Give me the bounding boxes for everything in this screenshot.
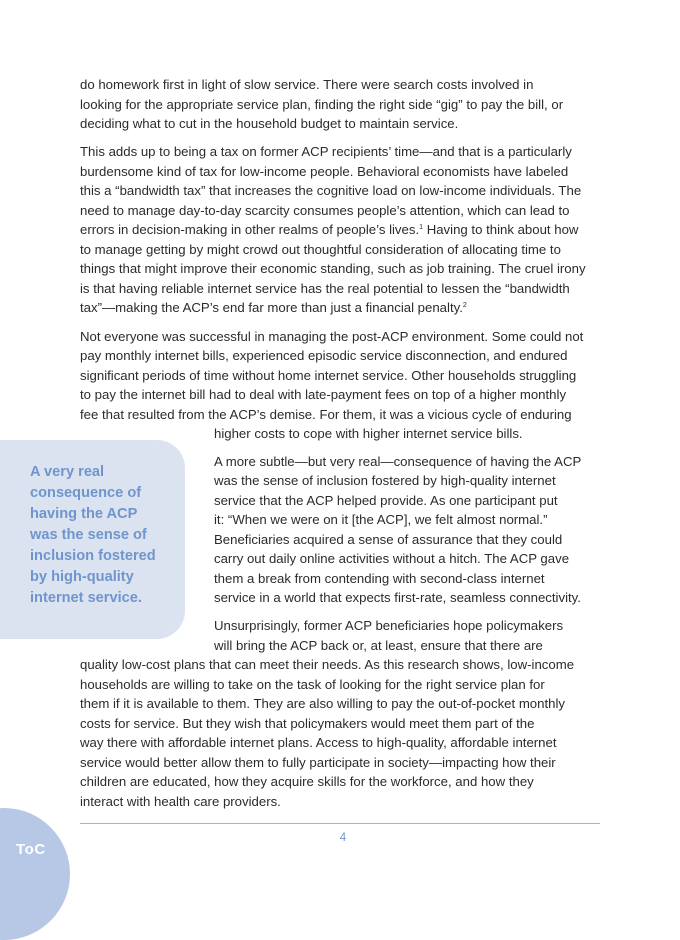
body-text-line: higher costs to cope with higher internet service bills. xyxy=(214,426,523,441)
body-text-line: do homework first in light of slow service. There were search costs involved in xyxy=(80,77,534,92)
body-text-line: things that might improve their economic standing, such as job training. The cruel irony xyxy=(80,261,586,276)
body-text-line: carry out daily online activities without a hitch. The ACP gave xyxy=(214,551,570,566)
body-text-line: households are willing to take on the task of looking for the right service plan for xyxy=(80,677,545,692)
pull-quote-line: by high-quality xyxy=(30,569,134,585)
pull-quote-line: internet service. xyxy=(30,590,142,606)
body-text-line: A more subtle—but very real—consequence of having the ACP xyxy=(214,454,582,469)
pull-quote-line: inclusion fostered xyxy=(30,548,156,564)
body-text-line: them a break from contending with second-class internet xyxy=(214,571,545,586)
body-text-line: was the sense of inclusion fostered by high-quality internet xyxy=(214,473,556,488)
body-text-line: fee that resulted from the ACP’s demise. For them, it was a vicious cycle of enduring xyxy=(80,407,572,422)
body-text-line: to pay the internet bill had to deal with late-payment fees on top of a higher monthly xyxy=(80,387,567,402)
body-text-line-with-footnote xyxy=(80,220,578,239)
body-text-line: quality low-cost plans that can meet their needs. As this research shows, low-income xyxy=(80,657,575,672)
body-text-line: service would better allow them to fully participate in society—impacting how their xyxy=(80,755,556,770)
body-text-line: Beneficiaries acquired a sense of assurance that they could xyxy=(214,532,563,547)
pull-quote-line: was the sense of xyxy=(30,527,147,543)
pull-quote-line: consequence of xyxy=(30,485,142,501)
body-text-line: service in a world that expects first-rate, seamless connectivity. xyxy=(214,590,581,605)
body-text-segment: tax”—making the ACP’s end far more than just a financial penalty. xyxy=(80,300,463,315)
body-text-line: them if it is available to them. They are also willing to pay the out-of-pocket monthly xyxy=(80,696,566,711)
footnote-marker[interactable]: 2 xyxy=(462,302,467,309)
body-text-line: deciding what to cut in the household budget to maintain service. xyxy=(80,116,459,131)
page-number: 4 xyxy=(339,832,347,844)
body-text-line: service that the ACP helped provide. As one participant put xyxy=(214,493,558,508)
body-text-line: need to manage day-to-day scarcity consumes people’s attention, which can lead to xyxy=(80,203,570,218)
body-text-line: This adds up to being a tax on former ACP recipients’ time—and that is a particularly xyxy=(80,144,572,159)
footer-divider xyxy=(80,823,600,824)
body-text-line: children are educated, how they acquire skills for the workforce, and how they xyxy=(80,774,534,789)
body-text-line: will bring the ACP back or, at least, ensure that there are xyxy=(214,638,543,653)
body-text-line: way there with affordable internet plans. Access to high-quality, affordable internet xyxy=(80,735,557,750)
toc-button[interactable] xyxy=(0,808,70,940)
body-text-line: burdensome kind of tax for low-income people. Behavioral economists have labeled xyxy=(80,164,569,179)
body-text-line: costs for service. But they wish that policymakers would meet them part of the xyxy=(80,716,535,731)
toc-label[interactable]: ToC xyxy=(16,841,46,858)
body-text-line: this a “bandwidth tax” that increases the cognitive load on low-income individuals. The xyxy=(80,183,582,198)
body-text-line-with-footnote xyxy=(80,298,467,317)
body-text-segment: Having to think about how xyxy=(423,222,579,237)
body-text-line: significant periods of time without home internet service. Other households struggling xyxy=(80,368,577,383)
body-text-line: pay monthly internet bills, experienced episodic service disconnection, and endured xyxy=(80,348,568,363)
footnote-marker[interactable]: 1 xyxy=(419,224,424,231)
pull-quote-line: having the ACP xyxy=(30,506,138,522)
body-text-line: to manage getting by might crowd out thoughtful consideration of allocating time to xyxy=(80,242,561,257)
body-text-line: looking for the appropriate service plan, finding the right side “gig” to pay the bill, or xyxy=(80,97,564,112)
body-text-line: Unsurprisingly, former ACP beneficiaries hope policymakers xyxy=(214,618,564,633)
body-text-segment: errors in decision-making in other realms of people’s lives. xyxy=(80,222,420,237)
body-text-line: is that having reliable internet service has the real potential to lessen the “bandwidth xyxy=(80,281,570,296)
pull-quote-line: A very real xyxy=(30,464,105,480)
body-text-line: interact with health care providers. xyxy=(80,794,281,809)
body-text-line: it: “When we were on it [the ACP], we felt almost normal.” xyxy=(214,512,548,527)
body-text-line: Not everyone was successful in managing the post-ACP environment. Some could not xyxy=(80,329,584,344)
